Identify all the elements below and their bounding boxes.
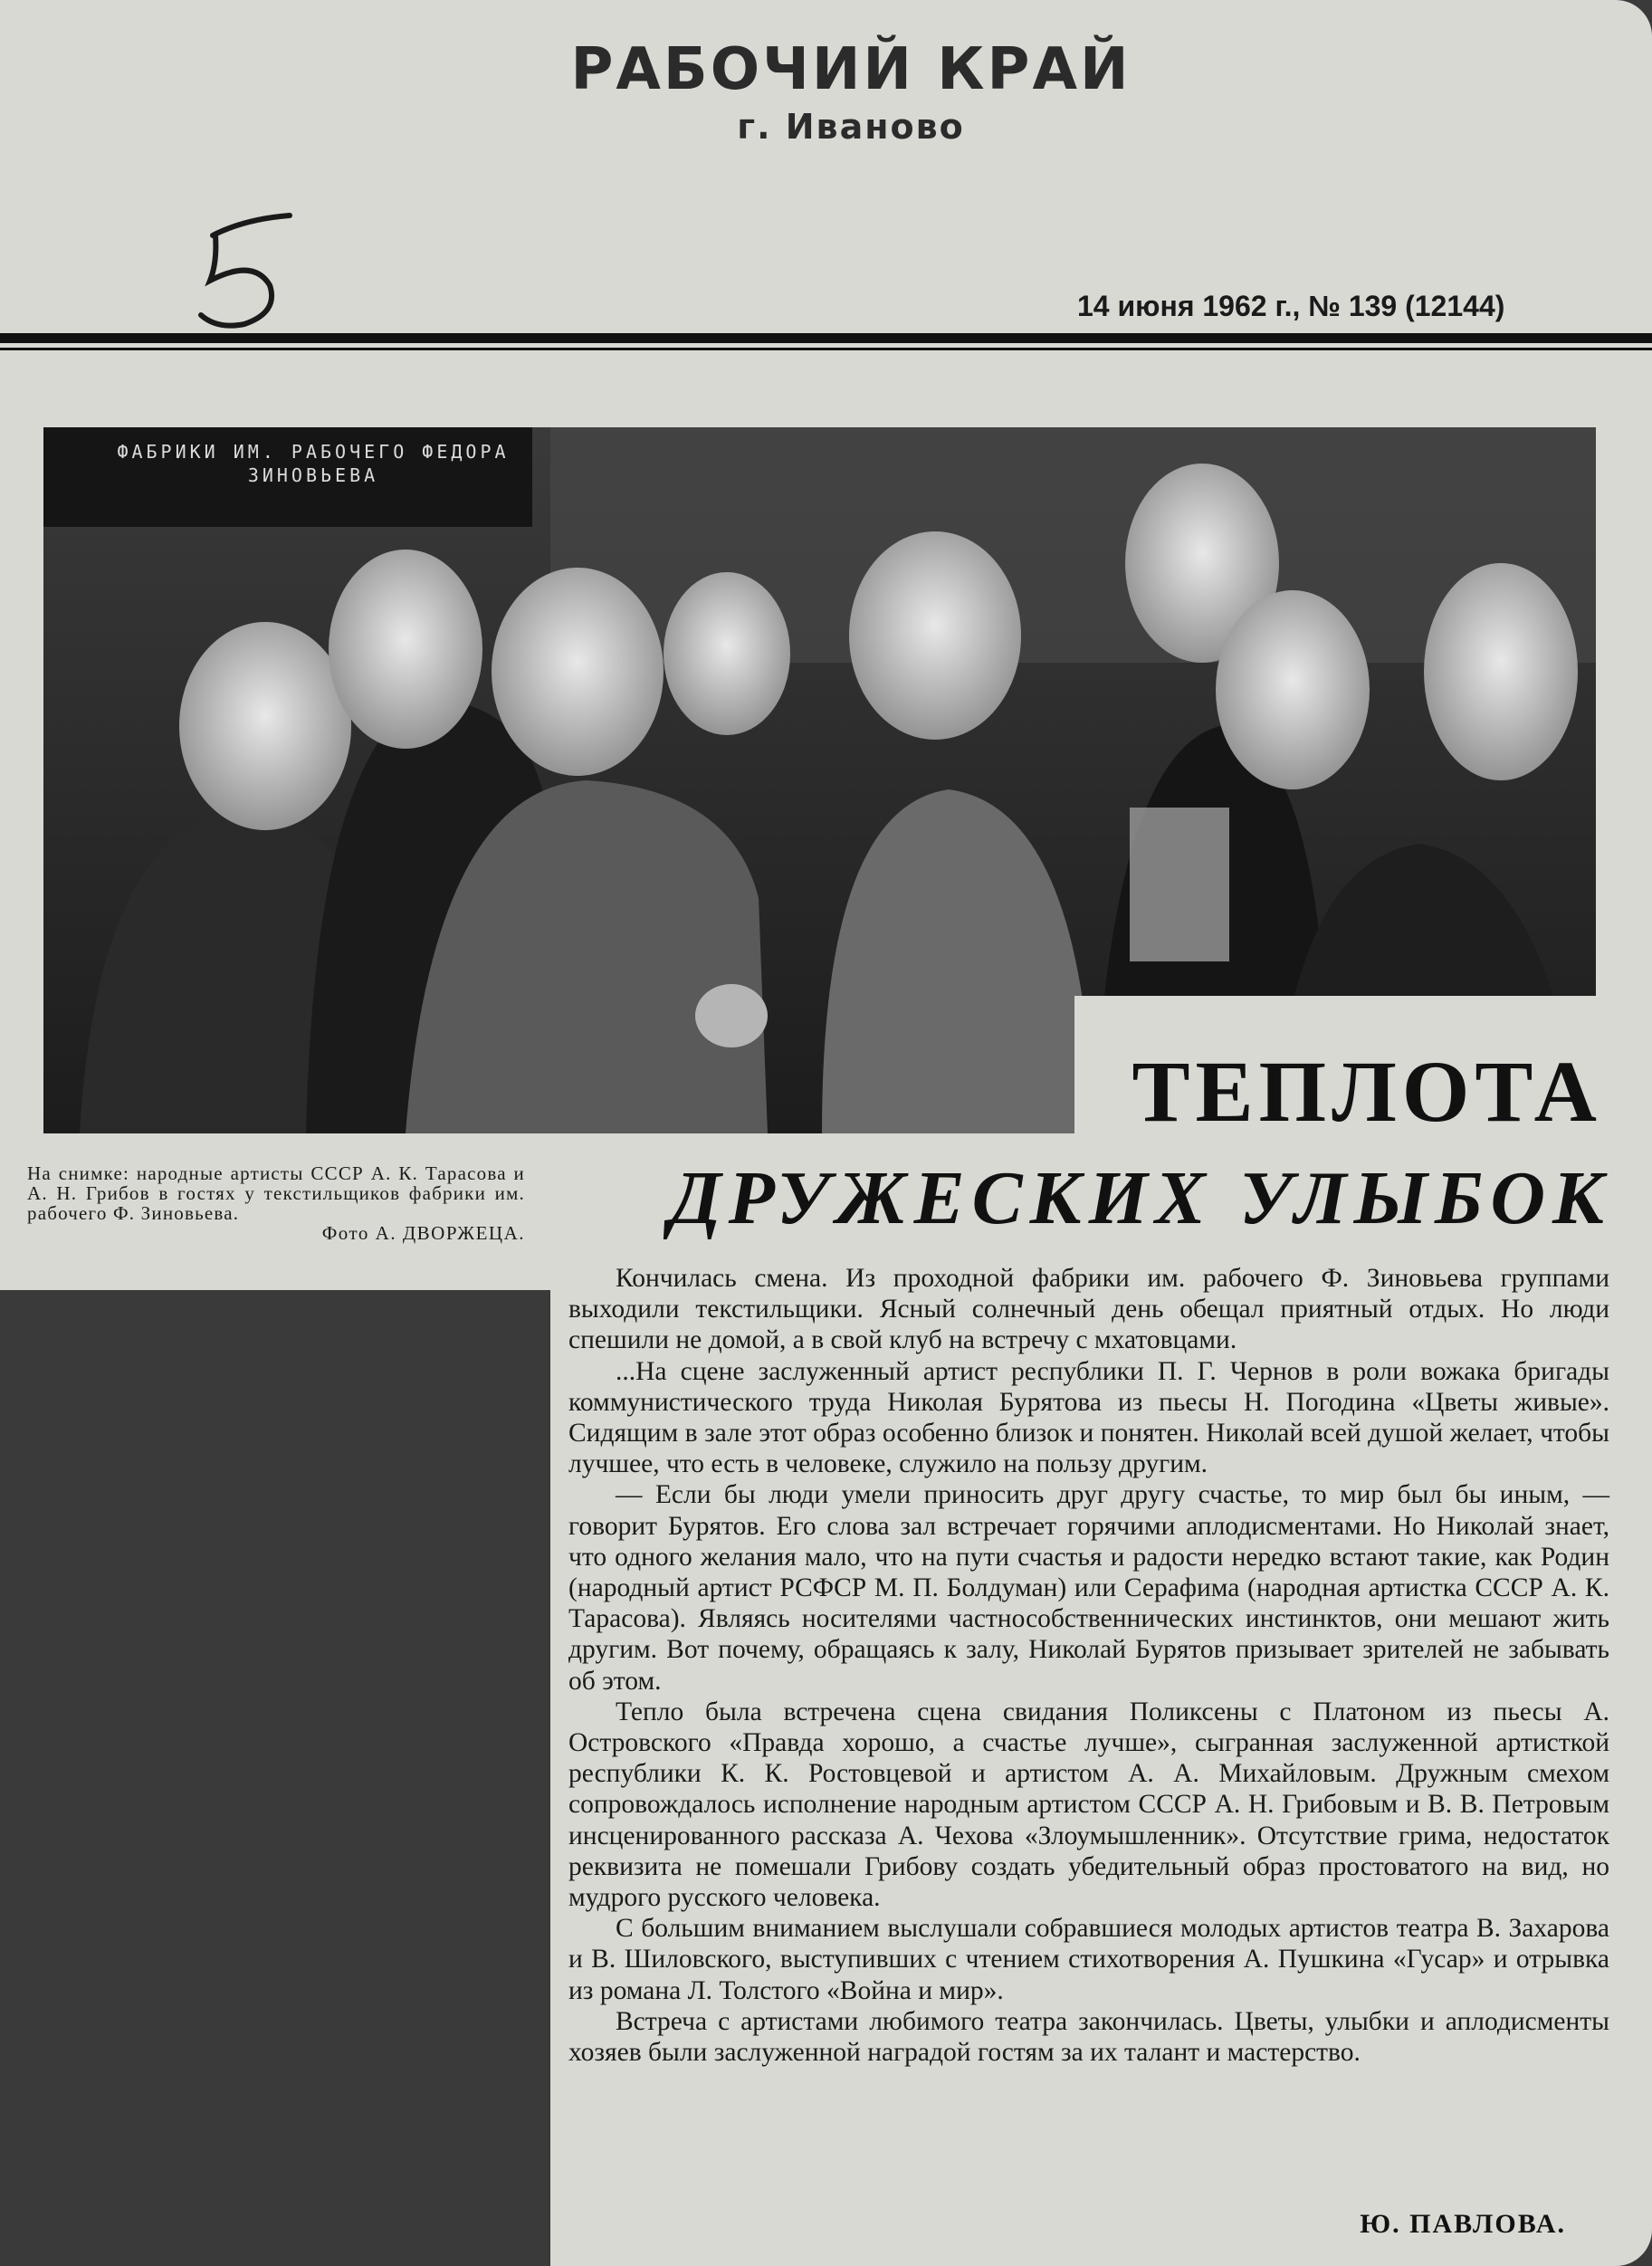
divider-rule [0,333,1652,343]
handwritten-number-mark [190,208,299,335]
issue-date-line: 14 июня 1962 г., № 139 (12144) [1077,290,1505,322]
article-paragraph: Встреча с артистами любимого театра закончилась. Цветы, улыбки и аплодисменты хозяев были заслуженной наградой гостям за их талант и мастерство. [568,2006,1609,2068]
article-paragraph: Кончилась смена. Из проходной фабрики им. рабочего Ф. Зиновьева группами выходили текстильщики. Ясный солнечный день обещал приятный отдых. Но люди спешили не домой, а в свой клуб на встречу с мхатовцами. [568,1264,1609,1355]
article-paragraph: Тепло была встречена сцена свидания Поликсены с Платоном из пьесы А. Островского «Правда хорошо, а счастье лучше», сыгранная заслуженной артисткой республики К. К. Ростовцевой и артистом А. А. Михайловым. Дружным смехом сопровождалось исполнение народным артистом СССР А. Н. Грибовым и В. В. Петровым инсценированного рассказа А. Чехова «Злоумышленник». Отсутствие грима, недостаток реквизита не помешали Грибову создать убедительный образ простоватого на вид, но мудрого русского человека. [568,1697,1609,1913]
article-paragraph: С большим вниманием выслушали собравшиеся молодых артистов театра В. Захарова и В. Шиловского, выступивших с чтением стихотворения А. Пушкина «Гусар» и отрывка из романа Л. Толстого «Война и мир». [568,1914,1609,2005]
article-body [568,1263,1609,2068]
caption-text: На снимке: народные артисты СССР А. К. Тарасова и А. Н. Грибов в гостях у текстильщиков фабрики им. рабочего Ф. Зиновьева. [27,1162,525,1224]
divider-rule-thin [0,348,1652,350]
headline-line-1: ТЕПЛОТА [1132,1043,1602,1140]
article-paragraph: ...На сцене заслуженный артист республики П. Г. Чернов в роли вожака бригады коммунистического труда Николая Бурятова из пьесы Н. Погодина «Цветы живые». Сидящим в зале этот образ особенно близок и понятен. Николай всей душой желает, чтобы лучшее, что есть в человеке, служило на пользу другим. [568,1356,1609,1479]
newspaper-name-stamp: РАБОЧИЙ КРАЙ [570,36,1132,103]
headline-line-2: ДРУЖЕСКИХ УЛЫБОК [669,1156,1611,1240]
photo-wall-sign: ФАБРИКИ ИМ. РАБОЧЕГО ФЕДОРА ЗИНОВЬЕВА [117,441,510,486]
article-author: Ю. ПАВЛОВА. [1360,2209,1566,2239]
photo-credit: Фото А. ДВОРЖЕЦА. [321,1222,525,1244]
photo-caption [27,1163,525,1243]
article-paragraph: — Если бы люди умели приносить друг другу счастье, то мир был бы иным, — говорит Бурятов. Его слова зал встречает горячими аплодисментами. Но Николай знает, что одного желания мало, что на пути счастья и радости нередко встают такие, как Родин (народный артист РСФСР М. П. Болдуман) или Серафима (народная артистка СССР А. К. Тарасова). Являясь носителями частнособственнических инстинктов, они мешают жить другим. Вот почему, обращаясь к залу, Николай Бурятов призывает зрителей не забывать об этом. [568,1480,1609,1696]
newspaper-city-stamp: г. Иваново [737,107,965,147]
